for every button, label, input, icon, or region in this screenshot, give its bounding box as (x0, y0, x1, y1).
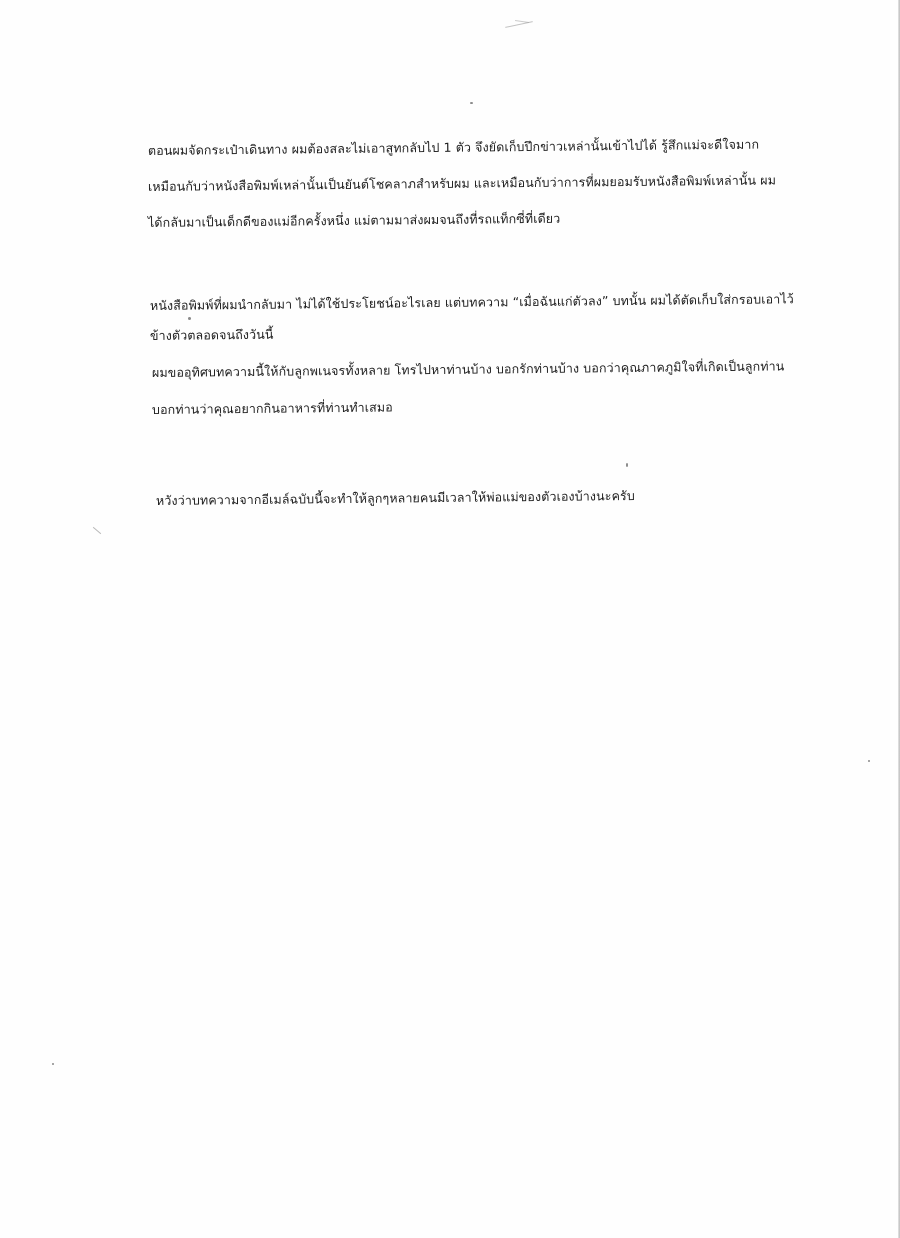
text-line: เหมือนกับว่าหนังสือพิมพ์เหล่านั้นเป็นยันต์โชคลาภสำหรับผม และเหมือนกับว่าการที่ผมยอมรับหนังสือพิมพ์เหล่านั้น ผม (147, 172, 777, 194)
scan-speck (626, 463, 628, 467)
scan-speck (470, 102, 473, 104)
text-line: บอกท่านว่าคุณอยากกินอาหารที่ท่านทำเสมอ (151, 399, 393, 417)
scan-speck (188, 317, 191, 320)
text-line: ตอนผมจัดกระเป๋าเดินทาง ผมต้องสละไม่เอาสูทกลับไป 1 ตัว จึงยัดเก็บปึกข่าวเหล่านั้นเข้าไปได้ รู้สึกแม่จะดีใจมาก (147, 136, 760, 158)
text-line: หวังว่าบทความจากอีเมล์ฉบับนี้จะทำให้ลูกๆหลายคนมีเวลาให้พ่อแม่ของตัวเองบ้างนะครับ (155, 487, 635, 508)
scan-mark (93, 527, 101, 534)
text-line: ข้างตัวตลอดจนถึงวันนี้ (149, 326, 274, 343)
text-line: ผมขออุทิศบทความนี้ให้กับลูกพเนจรทั้งหลาย โทรไปหาท่านบ้าง บอกรักท่านบ้าง บอกว่าคุณภาคภูมิใจที่เกิดเป็นลูกท่าน (151, 358, 785, 380)
scan-speck (868, 760, 870, 762)
scan-speck (52, 1063, 54, 1065)
text-line: หนังสือพิมพ์ที่ผมนำกลับมา ไม่ได้ใช้ประโยชน์อะไรเลย แต่บทความ “เมื่อฉันแก่ตัวลง” บทนั้น ผมได้ตัดเก็บใส่กรอบเอาไว้ (149, 291, 794, 313)
text-line: ได้กลับมาเป็นเด็กดีของแม่อีกครั้งหนึ่ง แม่ตามมาส่งผมจนถึงที่รถแท็กซี่ที่เดียว (147, 210, 561, 230)
